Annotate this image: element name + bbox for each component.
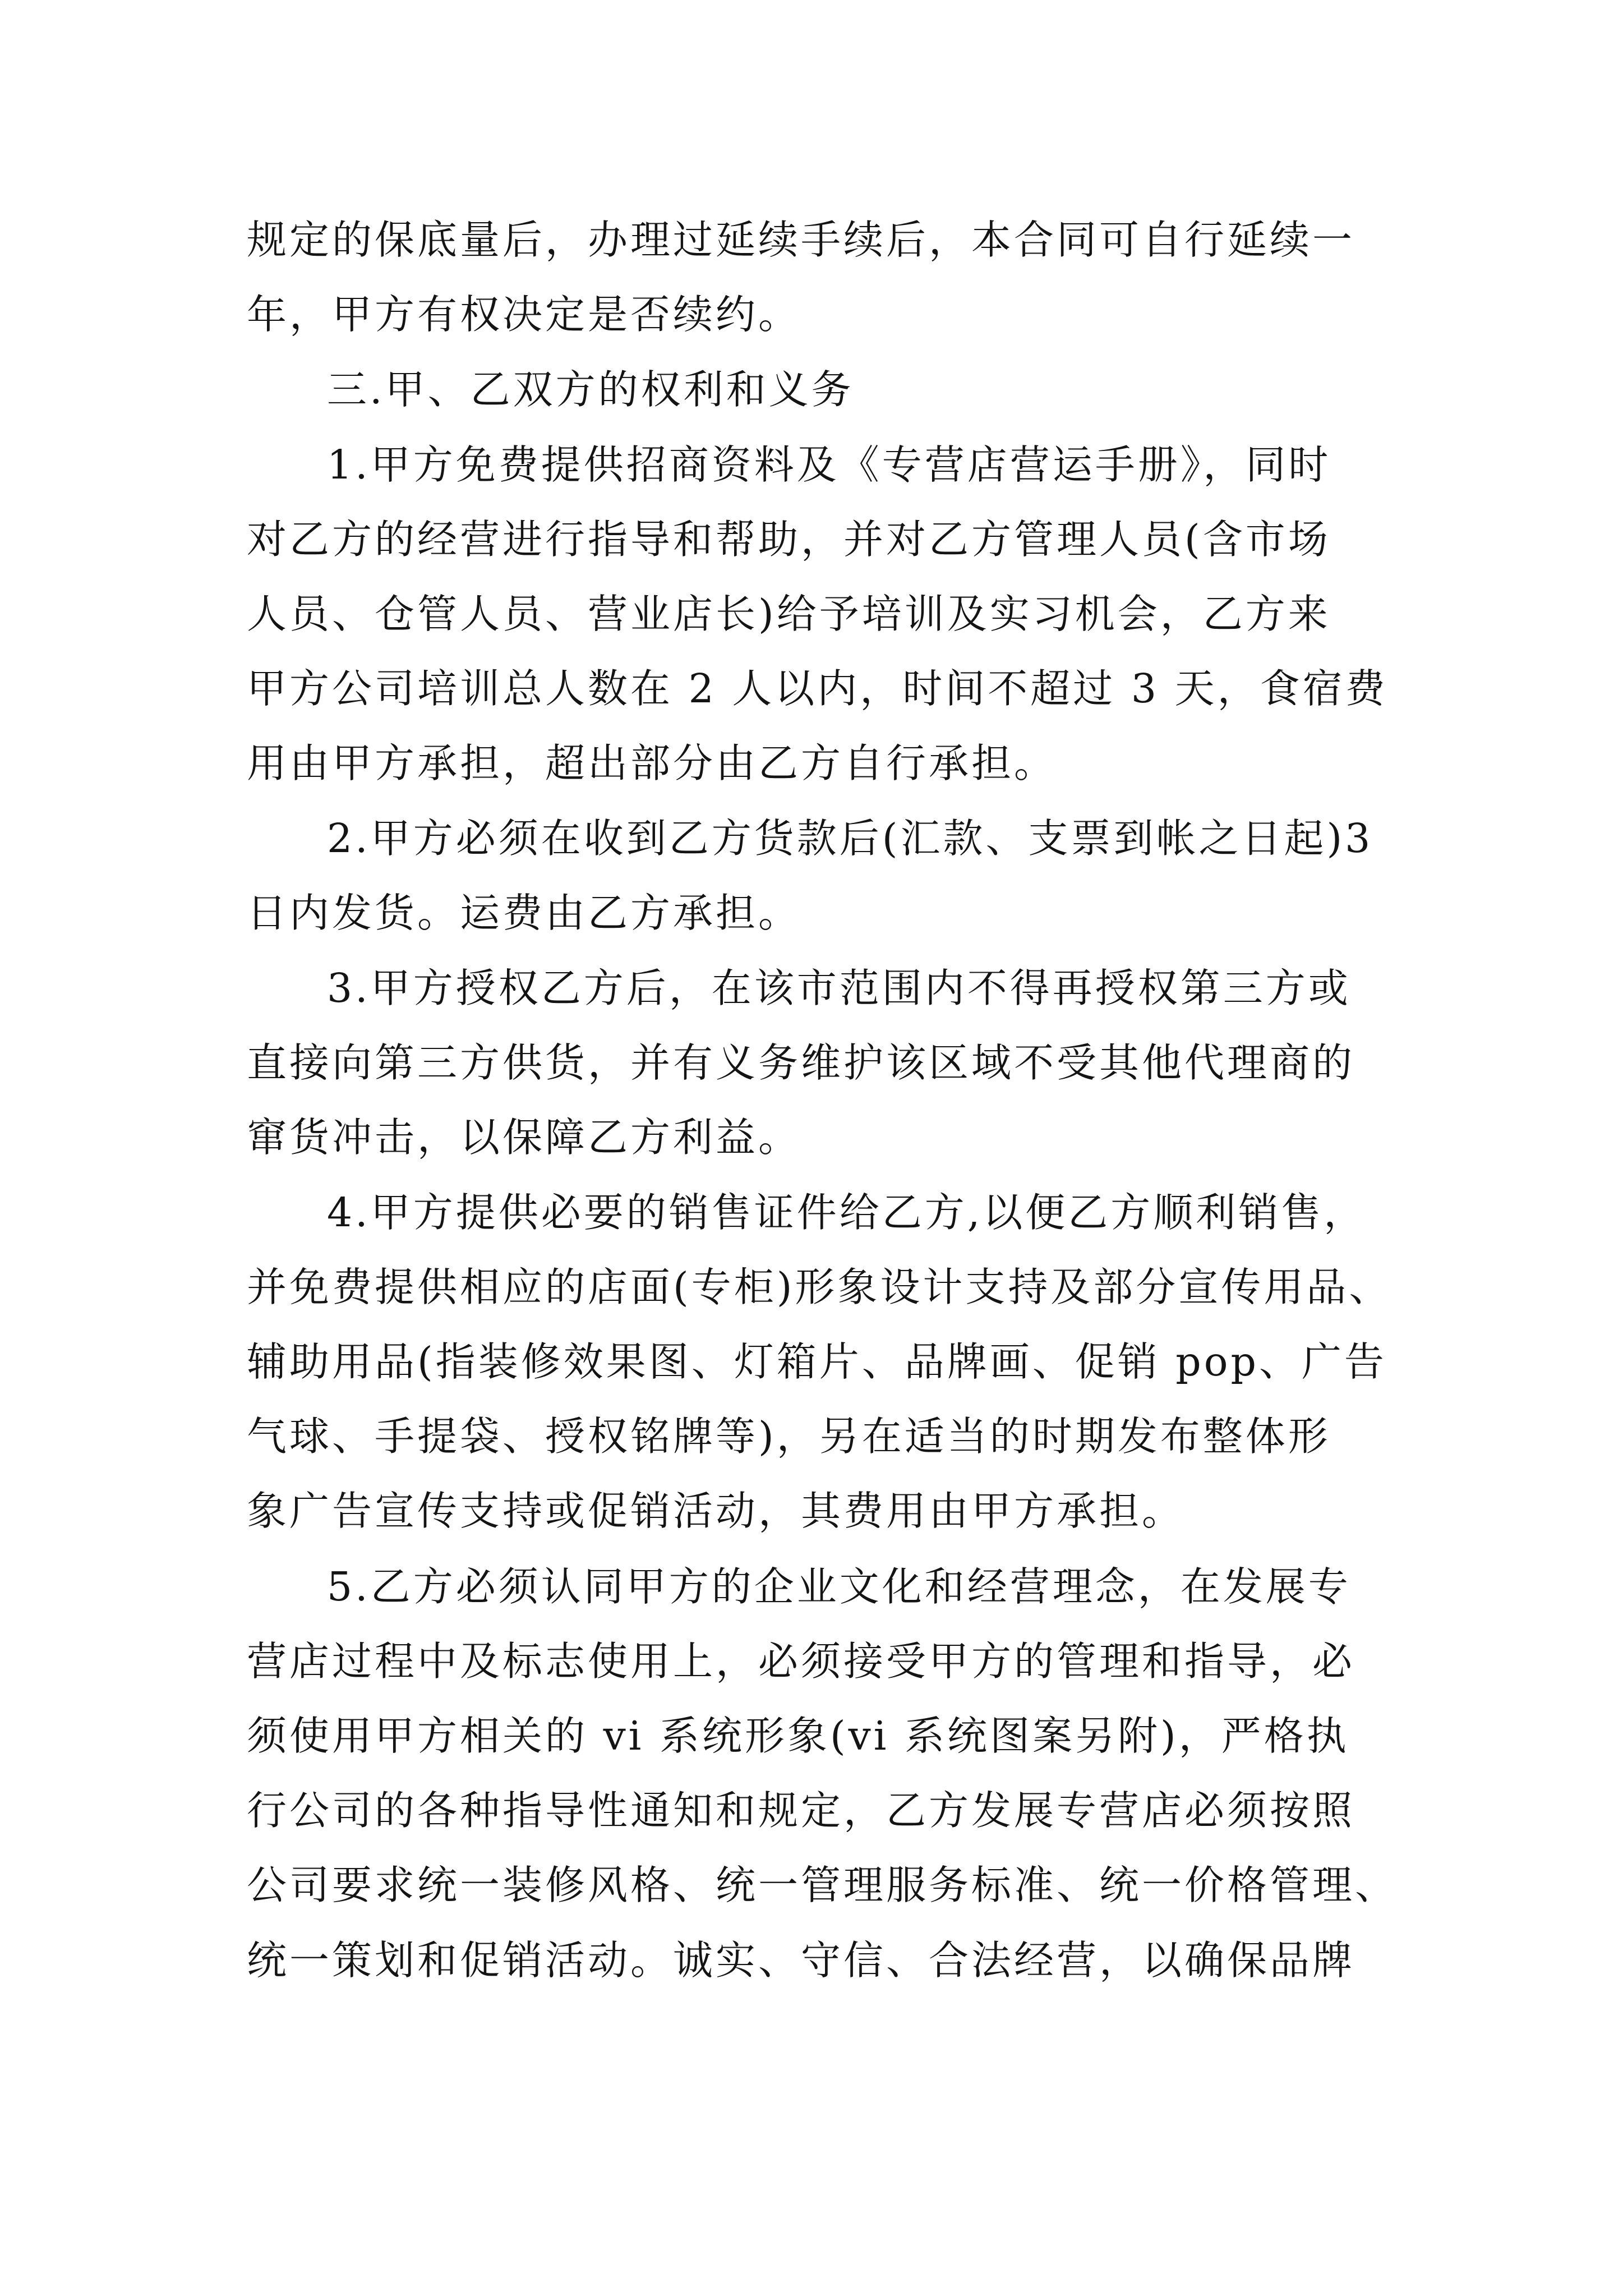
text-line-12: 直接向第三方供货，并有义务维护该区域不受其他代理商的 <box>247 1039 1355 1086</box>
text-line-20: 营店过程中及标志使用上，必须接受甲方的管理和指导，必 <box>247 1638 1355 1685</box>
text-line-4: 1.甲方免费提供招商资料及《专营店营运手册》，同时 <box>327 441 1331 488</box>
text-line-13: 窜货冲击，以保障乙方利益。 <box>247 1114 801 1161</box>
text-line-7: 甲方公司培训总人数在 2 人以内，时间不超过 3 天，食宿费 <box>247 665 1388 712</box>
text-line-11: 3.甲方授权乙方后，在该市范围内不得再授权第三方或 <box>327 965 1351 1011</box>
text-line-15: 并免费提供相应的店面(专柜)形象设计支持及部分宣传用品、 <box>247 1264 1392 1310</box>
text-line-18: 象广告宣传支持或促销活动，其费用由甲方承担。 <box>247 1488 1185 1534</box>
text-line-19: 5.乙方必须认同甲方的企业文化和经营理念，在发展专 <box>327 1563 1351 1610</box>
text-line-14: 4.甲方提供必要的销售证件给乙方,以便乙方顺利销售， <box>327 1189 1367 1236</box>
text-line-6: 人员、仓管人员、营业店长)给予培训及实习机会，乙方来 <box>247 591 1331 637</box>
section-heading: 三.甲、乙双方的权利和义务 <box>327 366 854 413</box>
text-line-5: 对乙方的经营进行指导和帮助，并对乙方管理人员(含市场 <box>247 516 1331 563</box>
text-line-17: 气球、手提袋、授权铭牌等)，另在适当的时期发布整体形 <box>247 1413 1331 1460</box>
text-line-10: 日内发货。运费由乙方承担。 <box>247 890 801 936</box>
text-line-24: 统一策划和促销活动。诚实、守信、合法经营，以确保品牌 <box>247 1937 1355 1984</box>
text-line-8: 用由甲方承担，超出部分由乙方自行承担。 <box>247 740 1057 786</box>
text-line-16: 辅助用品(指装修效果图、灯箱片、品牌画、促销 pop、广告 <box>247 1338 1387 1385</box>
text-line-1: 规定的保底量后，办理过延续手续后，本合同可自行延续一 <box>247 217 1355 263</box>
text-line-9: 2.甲方必须在收到乙方货款后(汇款、支票到帐之日起)3 <box>327 815 1373 862</box>
text-line-21: 须使用甲方相关的 vi 系统形象(vi 系统图案另附)，严格执 <box>247 1713 1349 1759</box>
text-line-2: 年，甲方有权决定是否续约。 <box>247 291 801 338</box>
text-line-23: 公司要求统一装修风格、统一管理服务标准、统一价格管理、 <box>247 1862 1398 1908</box>
text-line-22: 行公司的各种指导性通知和规定，乙方发展专营店必须按照 <box>247 1787 1355 1834</box>
